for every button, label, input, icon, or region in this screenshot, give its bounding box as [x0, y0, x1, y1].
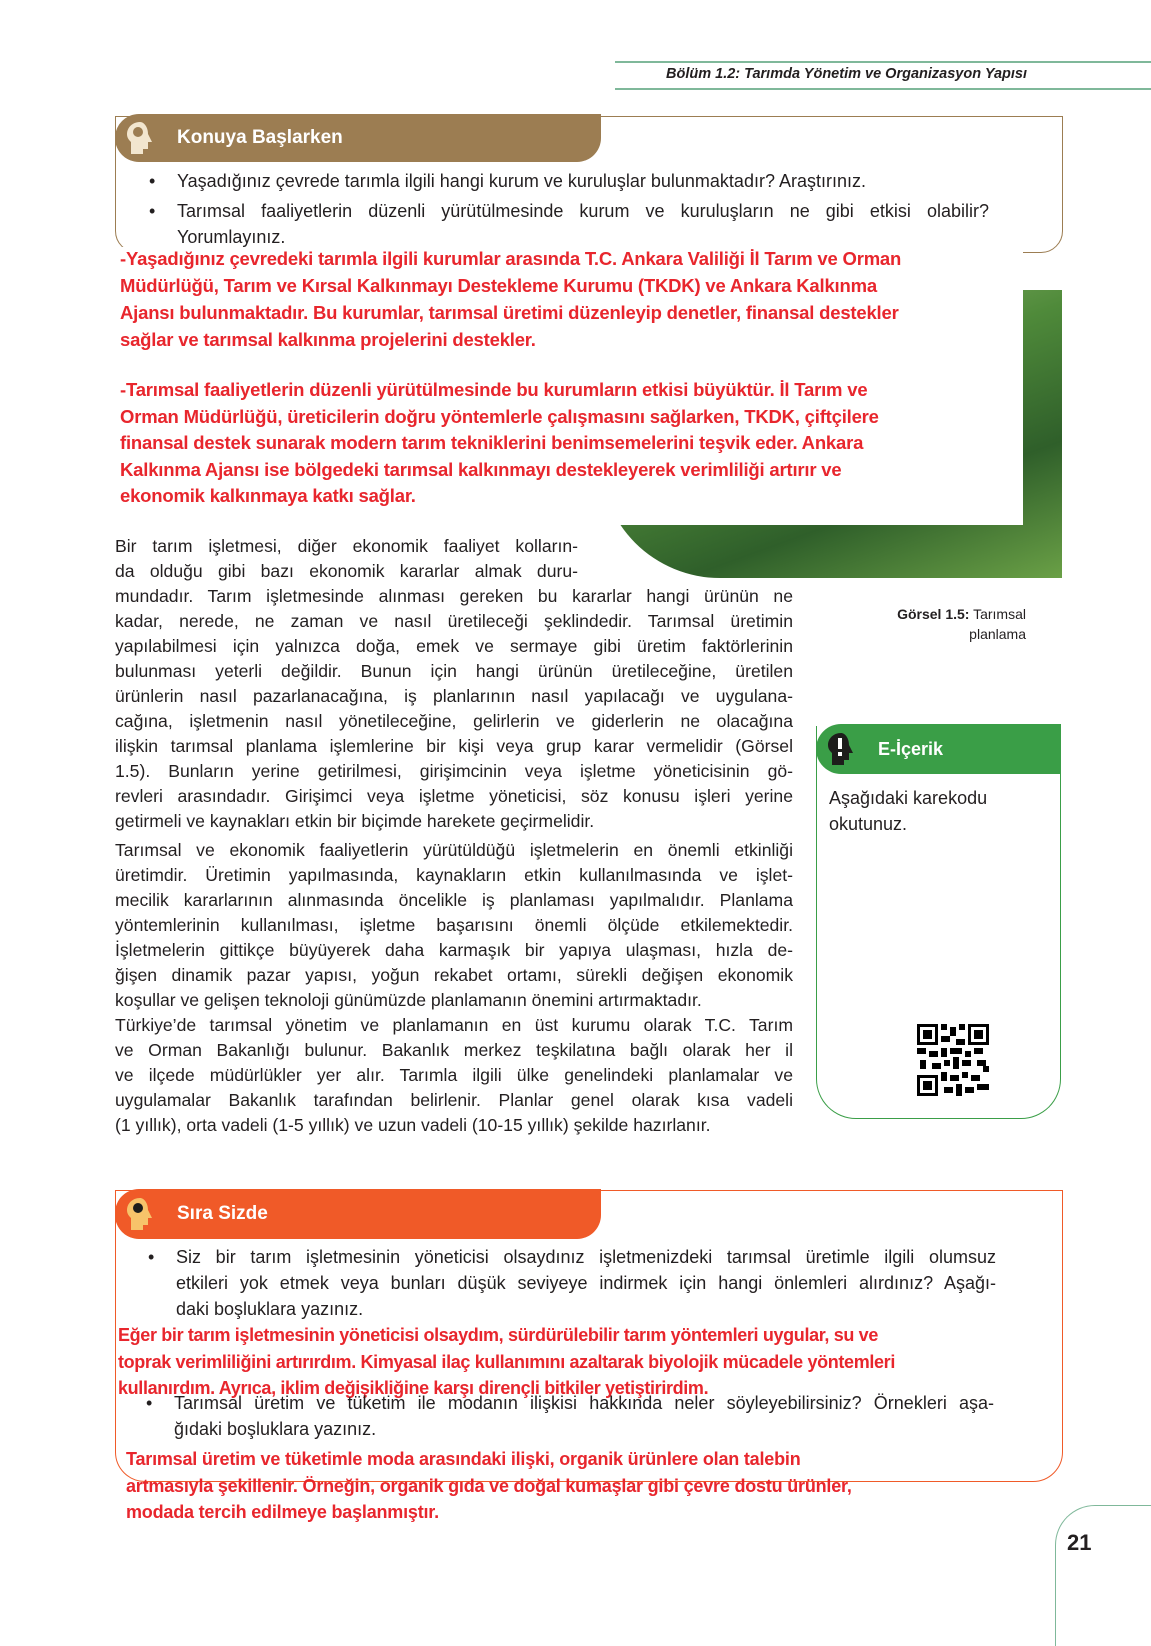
text-line: üretimdir. Üretimin yapılmasında, kaynakların etkin kullanılmasında ve işlet- — [115, 865, 793, 885]
eicerik-title: E-İçerik — [878, 738, 944, 759]
chapter-title: Bölüm 1.2: Tarımda Yönetim ve Organizasyon Yapısı — [666, 66, 1027, 82]
text-line: Bir tarım işletmesi, diğer ekonomik faaliyet kolların- — [115, 536, 578, 556]
head-speech-icon — [117, 1191, 163, 1237]
text-line: artmasıyla şekillenir. Örneğin, organik gıda ve doğal kumaşlar gibi çevre dostu ürünler, — [126, 1475, 852, 1496]
text-line: kadar, nerede, ne zaman ve nasıl üretileceği şeklindedir. Tarımsal üretimin — [115, 611, 793, 631]
text-line: ekonomik kalkınmaya katkı sağlar. — [120, 485, 416, 506]
konuya-bullet-2: • Tarımsal faaliyetlerin düzenli yürütülmesinde kurum ve kuruluşların ne gibi etkisi olabilir? Yorumlayınız. — [177, 198, 989, 250]
text-line: ilişkin tarımsal planlama işlemlerine bir kişi veya grup karar vermelidir (Görsel — [115, 736, 793, 756]
text-line: toprak verimliliğini artırırdım. Kimyasal ilaç kullanımını azaltarak biyolojik mücadele yöntemleri — [118, 1351, 895, 1372]
eicerik-line: Aşağıdaki karekodu — [829, 788, 988, 808]
page-corner — [1055, 1505, 1151, 1646]
text-line: ve Orman Bakanlığı bulunur. Bakanlık merkez teşkilatına bağlı olarak her il — [115, 1040, 793, 1060]
text-line: mecilik kararlarının alınmasında öncelikle iş planlaması yapılmalıdır. Planlama — [115, 890, 793, 910]
text-line: mundadır. Tarım işletmesinde alınması gereken bu kararlar hangi ürünün ne — [115, 586, 793, 606]
text-line: 1.5). Bunların yerine getirilmesi, girişimcinin veya işletme yöneticisinin gö- — [115, 761, 793, 781]
sira-bullet-2: • Tarımsal üretim ve tüketim ile modanın ilişkisi hakkında neler söyleyebilirsiniz? Örnekleri aşa- ğıdaki boşluklara yazınız. — [174, 1390, 994, 1442]
konuya-answer-1 — [120, 245, 901, 353]
text-line: Ajansı bulunmaktadır. Bu kurumlar, tarımsal üretimi düzenleyip denetler, finansal destekler — [120, 302, 899, 323]
text-line: Eğer bir tarım işletmesinin yöneticisi olsaydım, sürdürülebilir tarım yöntemleri uygular, su ve — [118, 1325, 878, 1345]
eicerik-line: okutunuz. — [829, 814, 908, 834]
konuya-answer-2 — [120, 377, 879, 510]
eicerik-text — [829, 785, 987, 837]
text-line: cağına, işletmenin nasıl yönetileceğine, gelirlerin ve giderlerin ne olacağına — [115, 711, 793, 731]
text-line: sağlar ve tarımsal kalkınma projelerini destekler. — [120, 329, 536, 350]
page-number: 21 — [1067, 1530, 1092, 1555]
text-line: -Tarımsal faaliyetlerin düzenli yürütülmesinde bu kurumların etkisi büyüktür. İl Tarım ve — [120, 379, 868, 400]
text-line: (1 yıllık), orta vadeli (1-5 yıllık) ve uzun vadeli (10-15 yıllık) şekilde hazırlanır. — [115, 1115, 711, 1135]
eicerik-tab — [816, 724, 1061, 774]
text-line: ürünlerin nasıl pazarlanacağına, iş planlarının nasıl yapılacağı ve uygulana- — [115, 686, 793, 706]
text-line: getirmeli ve kaynakları etkin bir biçimde harekete geçirmelidir. — [115, 811, 595, 831]
text-line: revleri arasındadır. Girişimci veya işletme yöneticisi, söz konusu işleri yerine — [115, 786, 793, 806]
sira-tab — [115, 1189, 601, 1239]
exclamation-icon — [818, 726, 864, 772]
sira-answer-2 — [126, 1446, 852, 1526]
text-line: da olduğu gibi bazı ekonomik kararlar almak duru- — [115, 561, 578, 581]
text-line: Türkiye’de tarımsal yönetim ve planlamanın en üst kurumu olarak T.C. Tarım — [115, 1015, 793, 1035]
body-paragraph-2 — [115, 838, 793, 1013]
bullet-text: Siz bir tarım işletmesinin yöneticisi olsaydınız işletmenizdeki tarımsal üretimle ilgili olumsuz — [176, 1247, 996, 1267]
konuya-tab — [115, 114, 601, 162]
text-line: Orman Müdürlüğü, üreticilerin doğru yöntemlerle çalışmasını sağlarken, TKDK, çiftçilere — [120, 405, 879, 427]
sira-bullet-1: • Siz bir tarım işletmesinin yöneticisi olsaydınız işletmenizdeki tarımsal üretimle ilgili olumsuz etkileri yok etmek veya bunları düşük seviyeye indirmek için hangi önlemleri alırdınız? Aşağı- daki boşluklara yazınız. — [176, 1244, 996, 1322]
bullet-text: Yaşadığınız çevrede tarımla ilgili hangi kurum ve kuruluşlar bulunmaktadır? Araştırınız. — [177, 171, 866, 191]
head-lightbulb-icon — [117, 115, 163, 161]
text-line: kullanırdım. Ayrıca, iklim değişikliğine karşı dirençli bitkiler yetiştirirdim. — [118, 1378, 709, 1398]
bullet-text: daki boşluklara yazınız. — [176, 1299, 364, 1319]
qr-code[interactable] — [917, 1024, 989, 1096]
text-line: Tarımsal üretim ve tüketimle moda arasındaki ilişki, organik ürünlere olan talebin — [126, 1449, 801, 1469]
text-line: bulunması yeterli değildir. Bunun için hangi ürünün üretileceğine, üretilen — [115, 661, 793, 681]
text-line: İşletmelerin gittikçe büyüyerek daha karmaşık bir yapıya ulaşması, hızla de- — [115, 940, 793, 960]
bullet-text: Tarımsal üretim ve tüketim ile modanın ilişkisi hakkında neler söyleyebilirsiniz? Örnekleri aşa- — [174, 1393, 994, 1413]
bullet-text: etkileri yok etmek veya bunları düşük seviyeye indirmek için hangi önlemleri alırdınız? Aşağı- — [176, 1273, 996, 1293]
caption-text: planlama — [969, 626, 1026, 642]
text-line: yapılabilmesi için yalnızca doğa, emek ve sermaye gibi üretim faktörlerinin — [115, 636, 793, 656]
text-line: koşullar ve gelişen teknoloji günümüzde planlamanın önemini artırmaktadır. — [115, 990, 702, 1010]
konuya-title: Konuya Başlarken — [177, 127, 343, 148]
body-paragraph-1-intro — [115, 534, 578, 584]
bullet-text: Tarımsal faaliyetlerin düzenli yürütülmesinde kurum ve kuruluşların ne gibi etkisi olabilir? — [177, 201, 989, 221]
header-rule-bottom — [615, 88, 1151, 90]
sira-title: Sıra Sizde — [177, 1203, 268, 1224]
body-paragraph-3 — [115, 1013, 793, 1138]
konuya-bullet-1: • Yaşadığınız çevrede tarımla ilgili hangi kurum ve kuruluşlar bulunmaktadır? Araştırınız. — [177, 168, 866, 194]
text-line: -Yaşadığınız çevredeki tarımla ilgili kurumlar arasında T.C. Ankara Valiliği İl Tarım ve Orman — [120, 248, 902, 269]
text-line: Tarımsal ve ekonomik faaliyetlerin yürütüldüğü işletmelerin en önemli etkinliği — [115, 840, 793, 860]
bullet-text: ğıdaki boşluklara yazınız. — [174, 1419, 377, 1439]
text-line: uygulamalar Bakanlık tarafından belirlenir. Planlar genel olarak kısa vadeli — [115, 1090, 793, 1110]
header-rule-top — [615, 61, 1151, 63]
text-line: finansal destek sunarak modern tarım tekniklerini benimsemelerini teşvik eder. Ankara — [120, 432, 864, 453]
text-line: Müdürlüğü, Tarım ve Kırsal Kalkınmayı Destekleme Kurumu (TKDK) ve Ankara Kalkınma — [120, 275, 877, 296]
body-paragraph-1 — [115, 584, 793, 834]
text-line: modada tercih edilmeye başlanmıştır. — [126, 1502, 439, 1522]
caption-text: Tarımsal — [973, 606, 1026, 622]
text-line: yöntemlerinin kullanılması, işletme başarısını önemli ölçüde etkilemektedir. — [115, 915, 793, 935]
text-line: ğişen dinamik pazar yapısı, yoğun rekabet ortamı, sürekli değişen ekonomik — [115, 965, 793, 985]
text-line: ve ilçede müdürlükler yer alır. Tarımla ilgili ülke genelindeki planlamalar ve — [115, 1065, 793, 1085]
figure-caption — [897, 604, 1026, 644]
figure-label: Görsel 1.5: — [897, 606, 970, 622]
text-line: Kalkınma Ajansı ise bölgedeki tarımsal kalkınmayı destekleyerek verimliliği artırır ve — [120, 458, 842, 480]
bullet-text: Yorumlayınız. — [177, 227, 286, 247]
